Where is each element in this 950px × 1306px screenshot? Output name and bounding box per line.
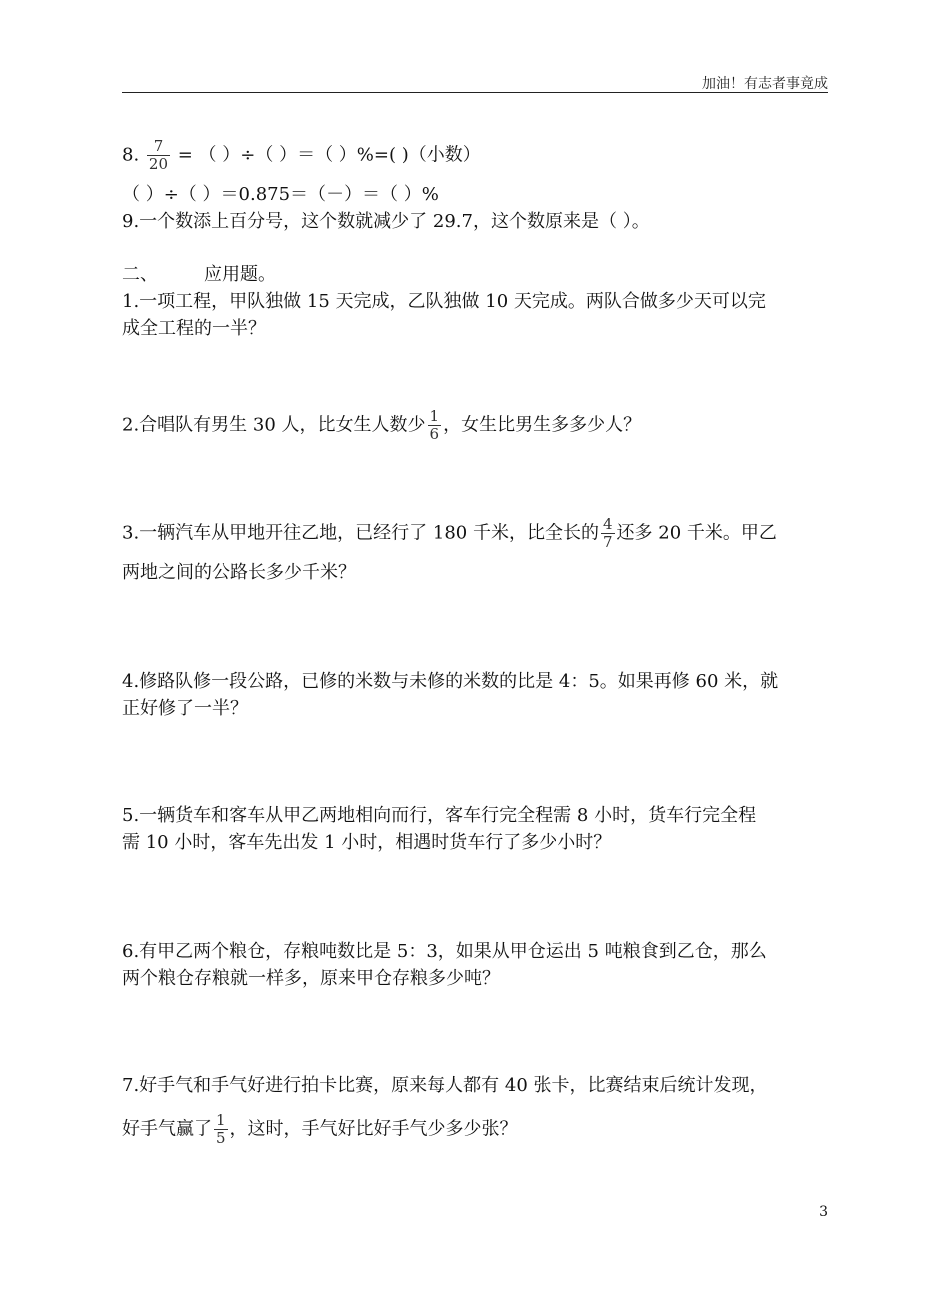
fraction-denominator: 5 [216,1129,226,1147]
problem-7-after: ，这时，手气好比好手气少多少张？ [229,1118,518,1140]
fraction-numerator: 4 [602,515,613,533]
section-title: 应用题。 [204,264,276,285]
problem-7-before: 好手气赢了 [122,1118,212,1140]
problem-7-line-1: 7.好手气和手气好进行拍卡比赛，原来每人都有 40 张卡，比赛结束后统计发现， [122,1075,768,1096]
problem-1-line-1: 1.一项工程，甲队独做 15 天完成，乙队独做 10 天完成。两队合做多少天可以完 [122,291,766,312]
problem-6-line-1: 6.有甲乙两个粮仓，存粮吨数比是 5：3，如果从甲仓运出 5 吨粮食到乙仓，那么 [122,941,767,962]
problem-3-line-1 [122,516,828,551]
question-8-line-2 [122,182,828,208]
problem-7-fraction [214,1112,228,1147]
section-heading [122,262,828,288]
problem-1-line-2: 成全工程的一半？ [122,318,266,339]
problem-3-fraction [601,516,615,551]
problem-2-fraction [428,408,442,443]
problem-5-line-1: 5.一辆货车和客车从甲乙两地相向而行，客车行完全程需 8 小时，货车行完全程 [122,805,757,826]
problem-3-before: 3.一辆汽车从甲地开往乙地，已经行了 180 千米，比全长的 [122,522,599,544]
problem-7-line-2 [122,1112,828,1147]
question-8-number: 8. [122,144,140,166]
question-8-line-2-after: ）＝（ ）% [344,184,439,205]
fraction-denominator: 6 [429,425,440,443]
problem-3-line-2: 两地之间的公路长多少千米？ [122,562,356,583]
question-8-fraction [147,138,170,173]
fraction-denominator: 7 [602,533,613,551]
question-8-line-2-before: （ ）÷（ ）＝0.875＝（ [122,184,327,205]
problem-5-line-2: 需 10 小时，客车先出发 1 小时，相遇时货车行了多少小时？ [122,832,612,853]
problem-4-line-1: 4.修路队修一段公路，已修的米数与未修的米数的比是 4：5。如果再修 60 米，就 [122,671,779,692]
header-motto: 加油！有志者事竟成 [702,76,828,92]
header-rule [122,92,828,93]
problem-2-before: 2.合唱队有男生 30 人，比女生人数少 [122,414,426,436]
problem-2 [122,408,828,443]
problem-4-line-2: 正好修了一半？ [122,698,248,719]
fraction-numerator: 1 [216,1111,226,1129]
page-number: 3 [819,1204,828,1220]
problem-6-line-2: 两个粮仓存粮就一样多，原来甲仓存粮多少吨？ [122,968,500,989]
section-number: 二、 [122,264,158,285]
fraction-numerator: 1 [429,407,440,425]
question-8-text: = （ ）÷（ ）＝（ ）%=( )（小数） [177,144,481,166]
fraction-numerator: 7 [153,137,164,155]
question-9: 9.一个数添上百分号，这个数就减少了 29.7，这个数原来是（ ）。 [122,211,650,232]
question-8 [122,138,828,173]
problem-2-after: ，女生比男生多多少人？ [443,414,642,436]
problem-3-after: 还多 20 千米。甲乙 [616,522,777,544]
question-8-blank-fraction: － [326,184,345,205]
fraction-denominator: 20 [148,155,169,173]
